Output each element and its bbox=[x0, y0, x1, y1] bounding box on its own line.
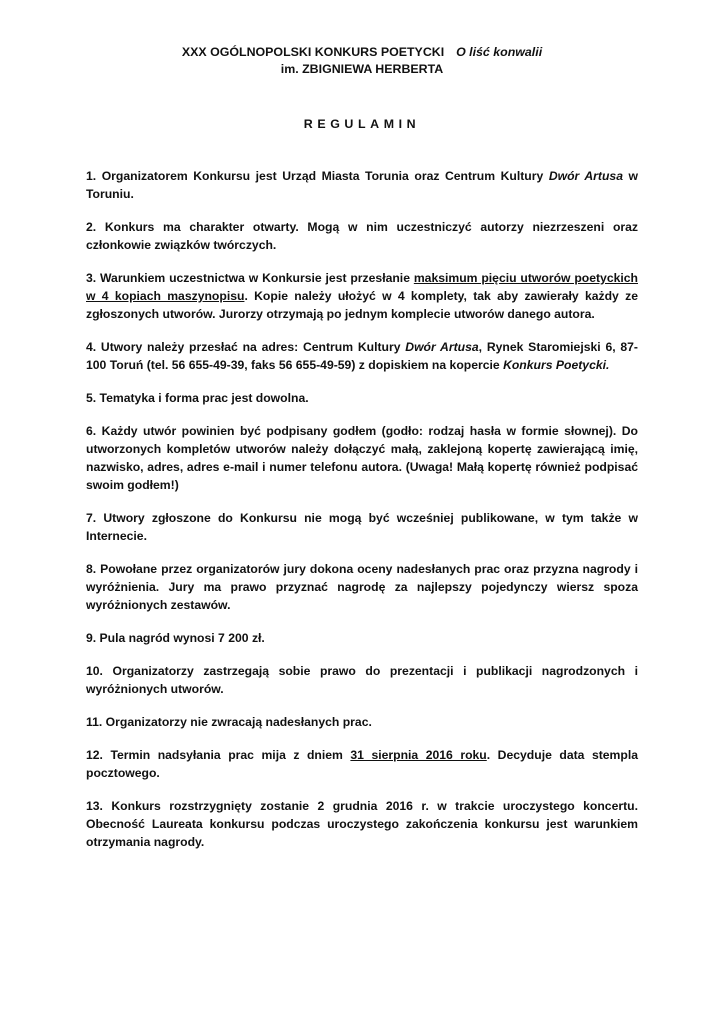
rule-1 bbox=[86, 167, 638, 203]
regulations-body bbox=[86, 167, 638, 851]
rule-5-text: 5. Tematyka i forma prac jest dowolna. bbox=[86, 391, 309, 405]
rule-12-text-a: 12. Termin nadsyłania prac mija z dniem bbox=[86, 748, 351, 762]
rule-6 bbox=[86, 422, 638, 494]
rule-1-text-c: w Toruniu. bbox=[86, 169, 638, 201]
rule-12-text-c: . Decyduje data stempla pocztowego. bbox=[86, 748, 639, 780]
rule-4-envelope-note: Konkurs Poetycki. bbox=[503, 358, 610, 372]
rule-4 bbox=[86, 338, 638, 374]
rule-11-text: 11. Organizatorzy nie zwracają nadesłanych prac. bbox=[86, 715, 372, 729]
rule-12 bbox=[86, 746, 638, 782]
document-header bbox=[0, 44, 724, 78]
rule-4-text-c: , Rynek Staromiejski 6, 87-100 Toruń (tel. 56 655-49-39, faks 56 655-49-59) z dopiskiem na kopercie bbox=[86, 340, 638, 372]
header-line-1 bbox=[0, 44, 724, 61]
rule-3 bbox=[86, 269, 638, 323]
competition-name: XXX OGÓLNOPOLSKI KONKURS POETYCKI bbox=[181, 45, 445, 59]
rule-10 bbox=[86, 662, 638, 698]
rule-12-deadline: 31 sierpnia 2016 roku bbox=[350, 748, 487, 762]
rule-4-text-a: 4. Utwory należy przesłać na adres: Centrum Kultury bbox=[86, 340, 406, 354]
rule-9-text: 9. Pula nagród wynosi 7 200 zł. bbox=[86, 631, 265, 645]
rule-6-text: 6. Każdy utwór powinien być podpisany godłem (godło: rodzaj hasła w formie słownej). Do utworzonych kompletów utworów należy dołączyć małą, zaklejoną kopertę zawierającą imię, nazwisko, adres, adres e-mail i numer telefonu autora. (Uwaga! Małą kopertę również podpisać swoim godłem!) bbox=[86, 424, 638, 492]
regulations-heading: REGULAMIN bbox=[303, 117, 421, 131]
rule-2-text: 2. Konkurs ma charakter otwarty. Mogą w nim uczestniczyć autorzy niezrzeszeni oraz członkowie związków twórczych. bbox=[86, 220, 638, 252]
rule-5 bbox=[86, 389, 638, 407]
rule-3-text-c: . Kopie należy ułożyć w 4 komplety, tak aby zawierały każdy ze zgłoszonych utworów. Jurorzy otrzymają po jednym komplecie utworów danego autora. bbox=[86, 289, 638, 321]
rule-8 bbox=[86, 560, 638, 614]
rule-3-text-a: 3. Warunkiem uczestnictwa w Konkursie jest przesłanie bbox=[86, 271, 414, 285]
rule-10-text: 10. Organizatorzy zastrzegają sobie prawo do prezentacji i publikacji nagrodzonych i wyróżnionych utworów. bbox=[86, 664, 638, 696]
rule-13 bbox=[86, 797, 638, 851]
rule-7 bbox=[86, 509, 638, 545]
rule-1-text-a: 1. Organizatorem Konkursu jest Urząd Miasta Torunia oraz Centrum Kultury bbox=[86, 169, 549, 183]
rule-13-text: 13. Konkurs rozstrzygnięty zostanie 2 grudnia 2016 r. w trakcie uroczystego koncertu. Obecność Laureata konkursu podczas uroczystego zakończenia konkursu jest warunkiem otrzymania nagrody. bbox=[86, 799, 638, 849]
rule-7-text: 7. Utwory zgłoszone do Konkursu nie mogą być wcześniej publikowane, w tym także w Internecie. bbox=[86, 511, 638, 543]
rule-2 bbox=[86, 218, 638, 254]
header-line-2: im. ZBIGNIEWA HERBERTA bbox=[280, 62, 444, 76]
rule-11 bbox=[86, 713, 638, 731]
rule-8-text: 8. Powołane przez organizatorów jury dokona oceny nadesłanych prac oraz przyzna nagrody i wyróżnienia. Jury ma prawo przyznać nagrodę za najlepszy pojedynczy wiersz spoza wyróżnionych zestawów. bbox=[86, 562, 638, 612]
rule-3-underlined: maksimum pięciu utworów poetyckich w 4 kopiach maszynopisu bbox=[86, 271, 638, 303]
rule-9 bbox=[86, 629, 638, 647]
rule-4-venue: Dwór Artusa bbox=[405, 340, 479, 354]
competition-title: O liść konwalii bbox=[456, 45, 543, 59]
rule-1-venue: Dwór Artusa bbox=[548, 169, 623, 183]
